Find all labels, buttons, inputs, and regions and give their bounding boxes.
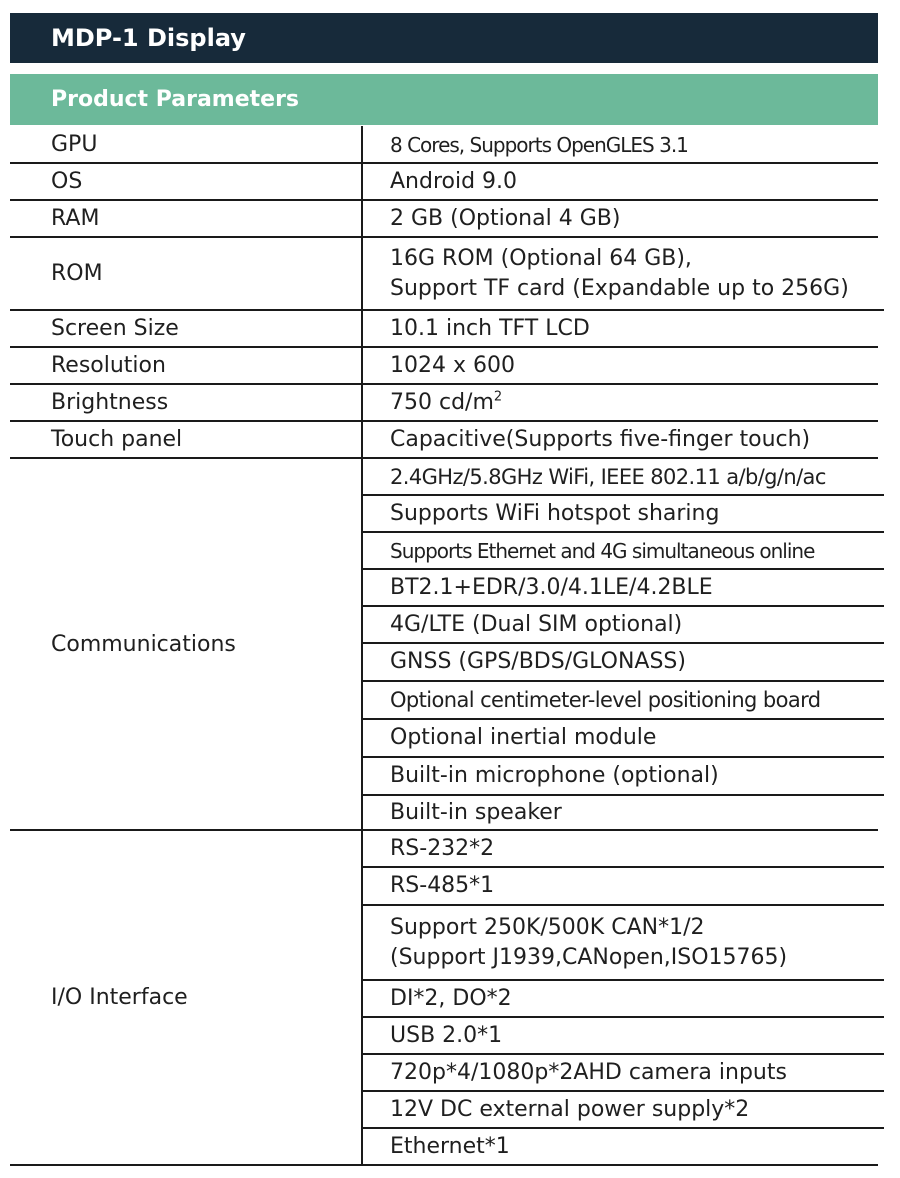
spec-value-text: Built-in microphone (optional) (390, 763, 719, 788)
spec-value-text: RS-485*1 (390, 873, 495, 898)
spec-value-text: Ethernet*1 (390, 1133, 510, 1159)
spec-value-text: 750 $cd/m^2$ (390, 389, 503, 415)
spec-value-communications (390, 643, 686, 681)
spec-value-text: Capacitive(Supports five-finger touch) (390, 426, 811, 452)
spec-value-text: Optional inertial module (390, 725, 657, 750)
spec-value-i-o-interface (390, 1054, 787, 1091)
spec-value-text: (Support J1939,CANopen,ISO15765) (390, 944, 788, 970)
spec-value-text: BT2.1+EDR/3.0/4.1LE/4.2BLE (390, 574, 713, 600)
spec-value-i-o-interface (390, 1017, 502, 1054)
spec-value-text: 8 Cores, Supports OpenGLES 3.1 (390, 132, 688, 157)
spec-label-screen-size: Screen Size (51, 316, 179, 341)
spec-label-gpu: GPU (51, 132, 98, 157)
spec-value-text: 10.1 inch TFT LCD (390, 315, 590, 341)
spec-value-resolution (390, 347, 515, 384)
spec-value-i-o-interface (390, 905, 787, 980)
spec-label-i-o-interface: I/O Interface (51, 985, 188, 1010)
spec-value-gpu (390, 126, 688, 163)
spec-value-text: Optional centimeter-level positioning board (390, 688, 821, 712)
spec-value-os (390, 163, 517, 200)
spec-value-text: GNSS (GPS/BDS/GLONASS) (390, 649, 686, 674)
spec-value-i-o-interface (390, 1091, 749, 1128)
spec-value-text: Built-in speaker (390, 799, 562, 825)
spec-value-text: 12V DC external power supply*2 (390, 1096, 750, 1122)
spec-label-communications: Communications (51, 631, 236, 657)
spec-value-rom (390, 237, 849, 310)
spec-value-communications (390, 495, 719, 532)
spec-value-text: 2.4GHz/5.8GHz WiFi, IEEE 802.11 a/b/g/n/ac (390, 464, 826, 489)
spec-value-i-o-interface (390, 867, 494, 905)
spec-value-screen-size (390, 310, 590, 347)
spec-value-text: Supports Ethernet and 4G simultaneous online (390, 538, 815, 563)
spec-label-ram: RAM (51, 206, 100, 231)
spec-value-text: 1024 x 600 (390, 352, 515, 378)
spec-label-resolution: Resolution (51, 353, 166, 378)
spec-value-communications (390, 532, 814, 569)
superscript: 2 (493, 389, 503, 405)
spec-value-communications (390, 719, 656, 757)
spec-value-i-o-interface (390, 980, 512, 1017)
spec-value-text: 720p*4/1080p*2AHD camera inputs (390, 1059, 787, 1085)
spec-value-text: Support TF card (Expandable up to 256G) (390, 275, 849, 301)
spec-value-text: 4G/LTE (Dual SIM optional) (390, 611, 683, 637)
spec-value-brightness (390, 384, 502, 421)
spec-value-text: RS-232*2 (390, 835, 495, 861)
spec-value-text: DI*2, DO*2 (390, 985, 512, 1011)
spec-value-touch-panel (390, 421, 810, 458)
spec-value-text: Android 9.0 (390, 168, 518, 194)
spec-value-communications (390, 681, 821, 719)
page-title: MDP-1 Display (51, 24, 246, 52)
spec-value-communications (390, 606, 682, 643)
spec-label-rom: ROM (51, 261, 103, 286)
spec-value-text: 16G ROM (Optional 64 GB), (390, 245, 692, 271)
spec-value-text: USB 2.0*1 (390, 1022, 503, 1048)
column-divider (361, 126, 363, 1165)
spec-value-i-o-interface (390, 1128, 510, 1165)
spec-value-text: 2 GB (Optional 4 GB) (390, 205, 621, 231)
section-title: Product Parameters (51, 87, 300, 112)
spec-value-text: Supports WiFi hotspot sharing (390, 500, 720, 526)
spec-value-i-o-interface (390, 830, 494, 867)
spec-value-text: Support 250K/500K CAN*1/2 (390, 914, 705, 940)
spec-value-communications (390, 795, 562, 830)
spec-label-touch-panel: Touch panel (51, 427, 183, 452)
spec-value-communications (390, 757, 719, 795)
spec-value-ram (390, 200, 620, 237)
spec-label-brightness: Brightness (51, 390, 169, 415)
spec-value-communications (390, 458, 826, 495)
spec-label-os: OS (51, 169, 83, 194)
spec-value-communications (390, 569, 713, 606)
